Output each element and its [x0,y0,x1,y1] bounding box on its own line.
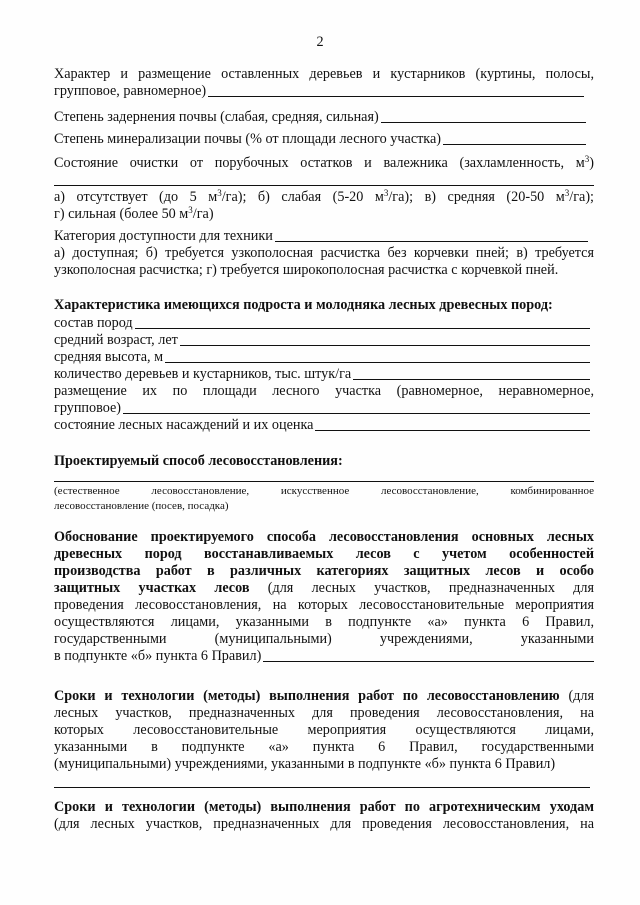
terms-reforestation-line1: Сроки и технологии (методы) выполнения работ по лесовосстановлению (для [54,688,594,704]
condition-input-line[interactable] [315,430,590,431]
count-label: количество деревьев и кустарников, тыс. штук/га [54,366,352,382]
age-field [54,332,594,349]
count-input-line[interactable] [353,379,590,380]
soil-turf-field [54,109,594,126]
soil-turf-input-line[interactable] [381,122,586,123]
access-options-line2: узкополосная расчистка; г) требуется широкополосная расчистка с корчевкой пней. [54,262,559,278]
age-label: средний возраст, лет [54,332,178,348]
access-input-line[interactable] [275,241,588,242]
terms-reforestation-line3: которых лесовосстановительные мероприятия осуществляются лицами, [54,722,594,738]
method-section [54,453,594,470]
justification-line5: проведения лесовосстановления, на которых лесовосстановительные мероприятия [54,597,594,613]
method-note-line2: лесовосстановление (посев, посадка) [54,500,229,512]
age-input-line[interactable] [180,345,590,346]
method-note-line1: (естественное лесовосстановление, искусственное лесовосстановление, комбинированное [54,485,594,497]
height-input-line[interactable] [165,362,590,363]
cleaning-options-line1: а) отсутствует (до 5 $м^3/га$); б) слабая (5-20 $м^3/га$); в) средняя (20-50 $м^3/га$); [54,188,594,205]
trees-label-line1: Характер и размещение оставленных деревьев и кустарников (куртины, полосы, [54,66,594,82]
justification-heading-line3: производства работ в различных категориях защитных лесов и особо [54,563,594,579]
cleaning-input-line[interactable] [54,185,594,186]
justification-line6: осуществляются лицами, указанными в подпункте «а» пункта 6 Правил, [54,614,594,630]
condition-field [54,417,594,434]
method-note [54,484,594,514]
access-options-line1: а) доступная; б) требуется узкополосная расчистка без корчевки пней; в) требуется [54,245,594,261]
placement-input-line[interactable] [123,413,590,414]
composition-label: состав пород [54,315,133,331]
justification-input-line[interactable] [263,661,594,662]
terms-reforestation-line5: (муниципальными) учреждениями, указанными в подпункте «б» пункта 6 Правил) [54,756,556,772]
terms-reforestation-input-line[interactable] [54,787,590,788]
justification-line8: в подпункте «б» пункта 6 Правил) [54,648,262,664]
height-field [54,349,594,366]
justification-heading-line2: древесных пород восстанавливаемых лесов с учетом особенностей [54,546,594,562]
terms-reforestation-line4: указанными в подпункте «а» пункта 6 Правил, государственными [54,739,594,755]
trees-field [54,66,594,100]
method-heading: Проектируемый способ лесовосстановления: [54,453,343,469]
undergrowth-heading: Характеристика имеющихся подроста и молодняка лесных древесных пород: [54,297,553,313]
count-field [54,366,594,383]
undergrowth-section [54,297,594,434]
soil-mineral-label: Степень минерализации почвы (% от площади лесного участка) [54,131,442,147]
height-label: средняя высота, м [54,349,164,365]
justification-section [54,529,594,665]
justification-heading-line1: Обоснование проектируемого способа лесовосстановления основных лесных [54,529,594,545]
placement-label-line1: размещение их по площади лесного участка (равномерное, неравномерное, [54,383,594,399]
access-field [54,228,594,279]
soil-mineral-field [54,131,594,148]
terms-agro-line2: (для лесных участков, предназначенных для проведения лесовосстановления, на [54,816,594,832]
justification-field [54,648,594,665]
terms-reforestation-section [54,688,594,773]
cleaning-options-line2: г) сильная (более 50 $м^3/га$) [54,205,214,222]
trees-input-line[interactable] [208,96,584,97]
access-label: Категория доступности для техники [54,228,273,244]
justification-line7: государственными (муниципальными) учреждениями, указанными [54,631,594,647]
cleaning-options [54,189,594,223]
soil-turf-label: Степень задернения почвы (слабая, средняя, сильная) [54,109,379,125]
terms-agro-section [54,799,594,833]
composition-input-line[interactable] [135,328,590,329]
placement-field [54,400,594,417]
cleaning-field [54,155,594,172]
method-input-line[interactable] [54,481,594,482]
terms-agro-heading: Сроки и технологии (методы) выполнения работ по агротехническим уходам [54,799,594,815]
composition-field [54,315,594,332]
page-number: 2 [316,34,324,50]
terms-reforestation-line2: лесных участков, предназначенных для проведения лесовосстановления, на [54,705,594,721]
trees-label-line2: групповое, равномерное) [54,83,207,99]
justification-line4: защитных участках лесов (для лесных участков, предназначенных для [54,580,595,596]
soil-mineral-input-line[interactable] [443,144,586,145]
condition-label: состояние лесных насаждений и их оценка [54,417,314,433]
cleaning-label: Состояние очистки от порубочных остатков и валежника (захламленность, $м^3$) [54,154,594,171]
placement-label-line2: групповое) [54,400,121,416]
